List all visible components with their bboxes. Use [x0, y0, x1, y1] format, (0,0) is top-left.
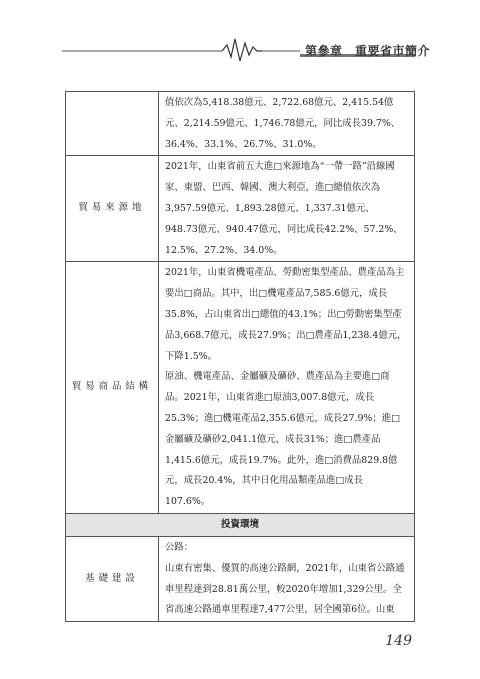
info-table: [65, 91, 415, 622]
table-row: [66, 156, 415, 262]
table-row: [66, 262, 415, 514]
row-label: 貿易來源地: [66, 156, 159, 262]
table-row: [66, 536, 415, 621]
chapter-title: 第參章 重要省市簡介: [305, 44, 431, 58]
paragraph: 山東有密集、優質的高速公路網，2021年，山東省公路通車里程達到28.81萬公里，較2020年增加1,329公里。全省高速公路通車里程達7,477公里，居全國第6位。山東: [165, 562, 405, 616]
row-content: [159, 262, 415, 514]
page-number: 149: [385, 633, 412, 649]
paragraph: 2021年，山東省前五大進□來源地為“一帶一路”沿線國家、東盟、巴西、韓國、澳大利亞，進□總值依次為3,957.59億元、1,893.28億元、1,337.31億元、948.73億元、940.47億元，同比成長42.2%、57.2%、12.5%、27.2%、34.0%。: [165, 161, 403, 256]
paragraph: 2021年，山東省機電產品、勞動密集型產品、農產品為主要出□商品。其中，出□機電產品7,585.6億元，成長35.8%，占山東省出□總值的43.1%；出□勞動密集型產品3,668.7億元，成長27.9%；出□農產品1,238.4億元，下降1.5%。: [165, 267, 407, 362]
section-header-row: [66, 513, 415, 536]
row-content: [159, 536, 415, 621]
page-header: [0, 34, 480, 64]
row-label: 基礎建設: [66, 536, 159, 621]
row-label: [66, 92, 159, 156]
row-label: 貿易商品結構: [66, 262, 159, 514]
paragraph: 公路：: [165, 541, 194, 553]
paragraph: 值依次為5,418.38億元、2,722.68億元、2,415.54億元、2,214.59億元、1,746.78億元，同比成長39.7%、36.4%、33.1%、26.7%、31.0%。: [165, 97, 401, 150]
row-content: [159, 92, 415, 156]
row-content: [159, 156, 415, 262]
table-row: [66, 92, 415, 156]
section-title: 投資環境: [66, 513, 415, 536]
paragraph: 原油、機電產品、金屬礦及礦砂、農產品為主要進□商品。2021年，山東省進□原油3,007.8億元，成長25.3%；進□機電產品2,355.6億元，成長27.9%；進□金屬礦及礦砂2,041.1億元，成長31%；進□農產品1,415.6億元，成長19.7%。此外，進□消費品829.8億元，成長20.4%，其中日化用品類產品進□成長107.6%。: [165, 371, 400, 508]
